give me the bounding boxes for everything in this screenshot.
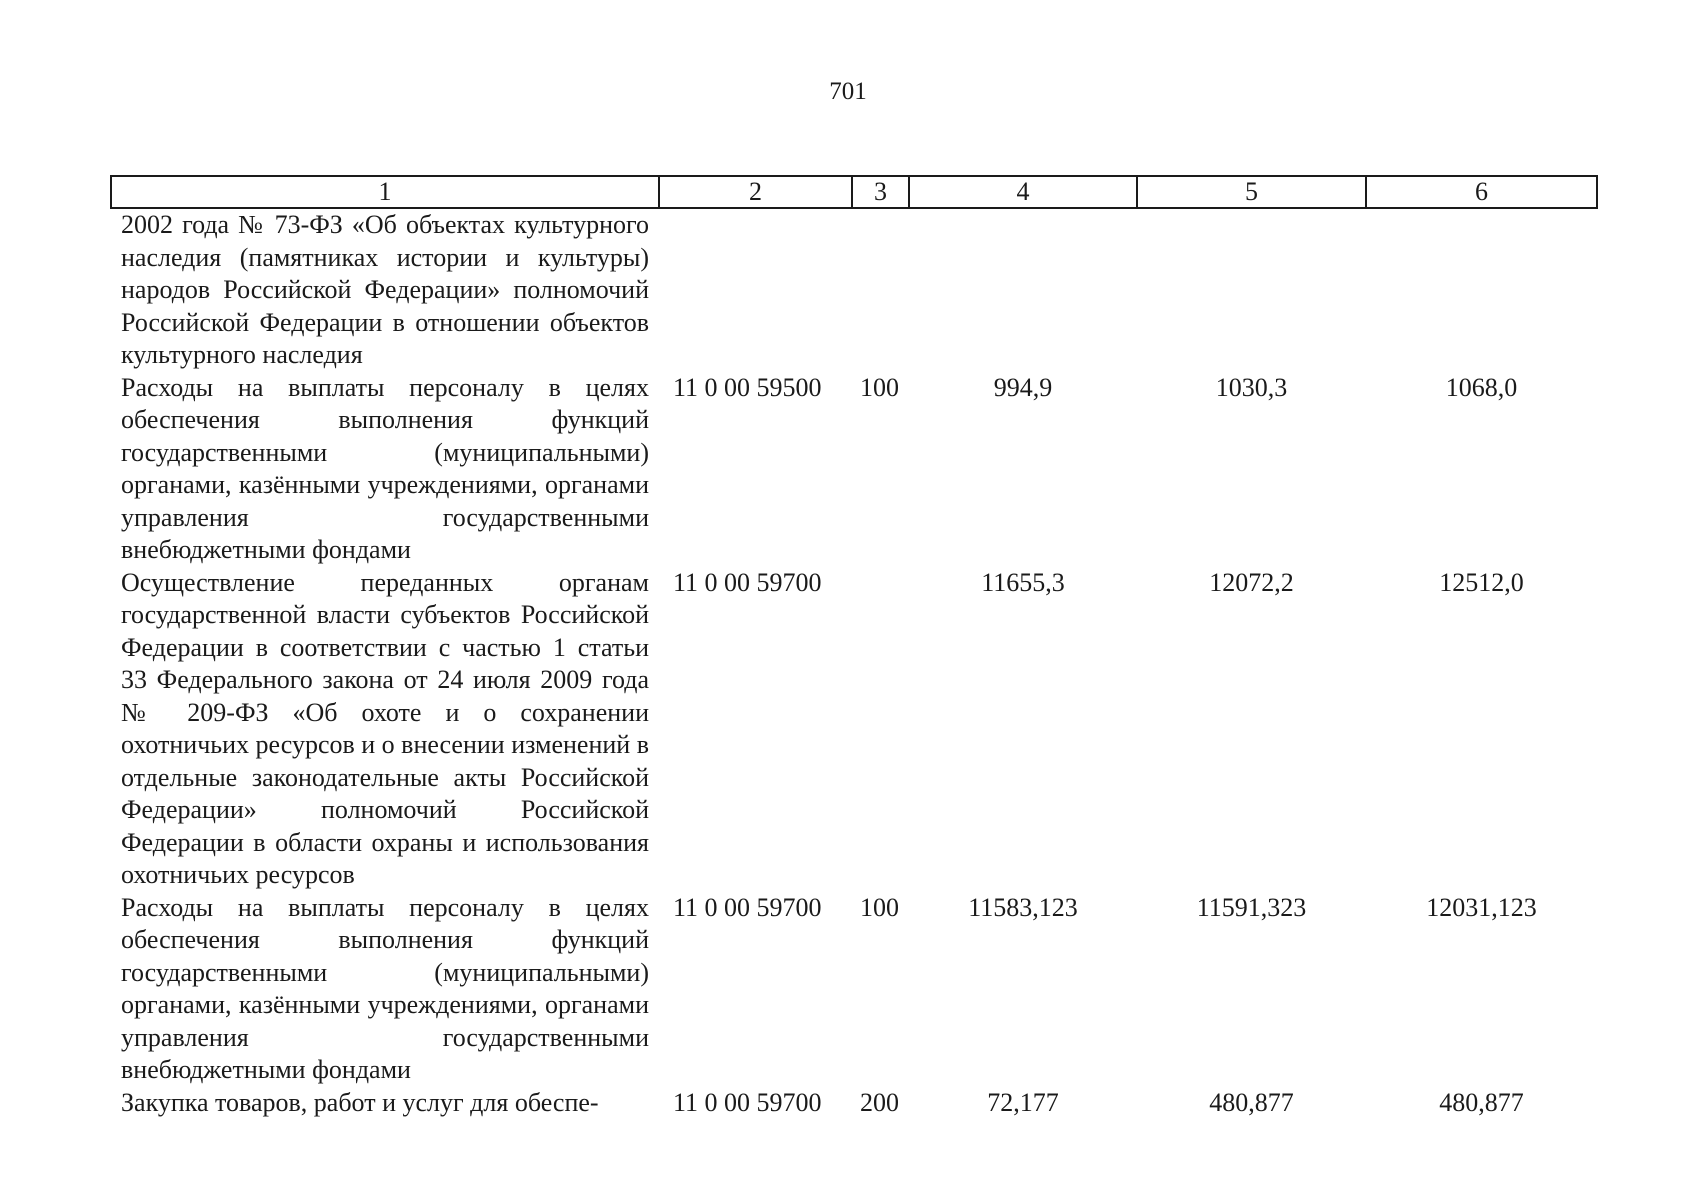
row-expense-type: 100 xyxy=(860,372,899,402)
column-header-1: 1 xyxy=(111,176,659,208)
row-program-code: 11 0 00 59700 xyxy=(673,1087,822,1117)
row-amount-col4: 11583,123 xyxy=(968,892,1078,922)
row-amount-col6 xyxy=(1366,208,1597,372)
column-header-5: 5 xyxy=(1137,176,1366,208)
row-amount-col6: 12512,0 xyxy=(1439,567,1524,597)
row-description: Расходы на выплаты персоналу в целях обеспечения выполнения функций государственными (муниципальными) органами, казёнными учреждениями, органами управления государственными внебюджетными фондами xyxy=(121,892,649,1084)
row-expense-type xyxy=(852,208,909,372)
row-description: Закупка товаров, работ и услуг для обеспе- xyxy=(121,1087,599,1117)
row-amount-col4 xyxy=(909,208,1137,372)
row-expense-type: 200 xyxy=(860,1087,899,1117)
table-row xyxy=(111,1087,1597,1120)
column-header-6: 6 xyxy=(1366,176,1597,208)
row-amount-col4: 11655,3 xyxy=(981,567,1065,597)
row-program-code xyxy=(659,208,852,372)
row-expense-type: 100 xyxy=(860,892,899,922)
row-amount-col6: 12031,123 xyxy=(1426,892,1537,922)
column-header-2: 2 xyxy=(659,176,852,208)
row-amount-col5: 1030,3 xyxy=(1215,372,1288,402)
row-amount-col6: 480,877 xyxy=(1439,1087,1524,1117)
row-amount-col5: 480,877 xyxy=(1209,1087,1294,1117)
row-expense-type xyxy=(852,567,909,892)
row-amount-col5: 12072,2 xyxy=(1209,567,1294,597)
table-row xyxy=(111,208,1597,372)
row-amount-col4: 994,9 xyxy=(993,372,1053,402)
table-header-row xyxy=(111,176,1597,208)
row-program-code: 11 0 00 59700 xyxy=(673,892,822,922)
row-description: 2002 года № 73-ФЗ «Об объектах культурного наследия (памятниках истории и культуры) народов Российской Федерации» полномочий Российской Федерации в отношении объектов культурного наследия xyxy=(121,210,649,369)
table-row xyxy=(111,892,1597,1087)
column-header-4: 4 xyxy=(909,176,1137,208)
table-row xyxy=(111,567,1597,892)
row-program-code: 11 0 00 59700 xyxy=(673,567,822,597)
row-amount-col5: 11591,323 xyxy=(1196,892,1307,922)
row-amount-col6: 1068,0 xyxy=(1445,372,1518,402)
row-amount-col5 xyxy=(1137,208,1366,372)
page-number: 701 xyxy=(829,78,867,105)
row-description: Осуществление переданных органам государственной власти субъектов Российской Федерации в соответствии с частью 1 статьи 33 Федерального закона от 24 июля 2009 года № 209-ФЗ «Об охоте и о сохранении охотничьих ресурсов и о внесении изменений в отдельные законодательные акты Российской Федерации» полномочий Российской Федерации в области охраны и использования охотничьих ресурсов xyxy=(121,567,649,889)
budget-table xyxy=(110,175,1598,1119)
table-row xyxy=(111,372,1597,567)
row-description: Расходы на выплаты персоналу в целях обеспечения выполнения функций государственными (муниципальными) органами, казёнными учреждениями, органами управления государственными внебюджетными фондами xyxy=(121,372,649,564)
row-amount-col4: 72,177 xyxy=(987,1087,1059,1117)
row-program-code: 11 0 00 59500 xyxy=(673,372,822,402)
column-header-3: 3 xyxy=(852,176,909,208)
